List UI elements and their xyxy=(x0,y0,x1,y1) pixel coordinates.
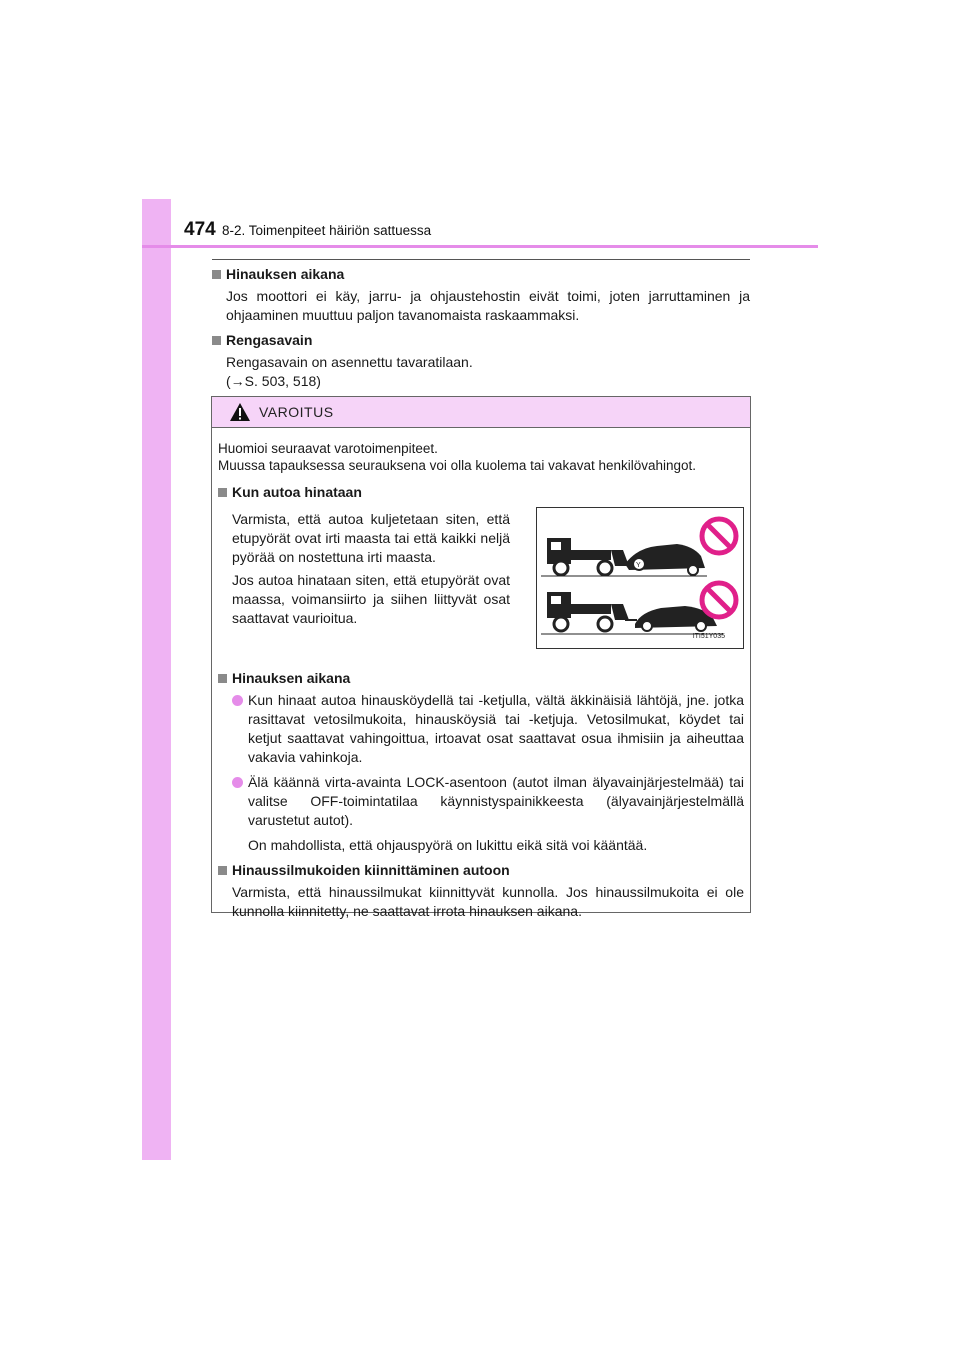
section-text: Jos moottori ei käy, jarru- ja ohjaustehostin eivät toimi, joten jarruttaminen ja ohjaaminen muuttuu paljon tavanomaista raskaammaksi. xyxy=(226,288,750,323)
page-number: 474 xyxy=(184,219,216,240)
warning-triangle-icon xyxy=(229,402,251,422)
warning-intro: Huomioi seuraavat varotoimenpiteet. xyxy=(218,441,438,456)
section-title: 8-2. Toimenpiteet häiriön sattuessa xyxy=(222,223,432,238)
illustration-code: ITI51Y035 xyxy=(692,633,725,640)
warning-intro: Muussa tapauksessa seurauksena voi olla kuolema tai vakavat henkilövahingot. xyxy=(218,458,697,473)
side-tab xyxy=(142,199,171,1160)
towing-illustration xyxy=(536,507,744,649)
warning-header xyxy=(212,397,750,428)
square-bullet-icon xyxy=(212,270,221,279)
section-heading: Hinaussilmukoiden kiinnittäminen autoon xyxy=(218,861,744,880)
section-text: Varmista, että hinaussilmukat kiinnittyvät kunnolla. Jos hinaussilmukoita ei ole kunnolla kiinnitetty, ne saattavat irrota hinauksen aikana. xyxy=(232,884,744,919)
square-bullet-icon xyxy=(218,866,227,875)
towing-paragraph: Jos autoa hinataan siten, että etupyörät ovat maassa, voimansiirto ja siihen liittyvät osat saattavat vaurioitua. xyxy=(232,572,510,626)
square-bullet-icon xyxy=(212,336,221,345)
divider xyxy=(212,259,750,260)
towing-paragraph: Varmista, että autoa kuljetetaan siten, että etupyörät ovat irti maasta tai että kaikki neljä pyörää on nostettuna irti maasta. xyxy=(232,511,510,565)
cross-reference: (→S. 503, 518) xyxy=(226,373,321,389)
round-bullet-icon xyxy=(232,695,243,706)
round-bullet-icon xyxy=(232,777,243,788)
section-text: Rengasavain on asennettu tavaratilaan. xyxy=(226,354,473,370)
section-heading: Hinauksen aikana xyxy=(218,669,744,688)
page-header xyxy=(142,199,818,248)
square-bullet-icon xyxy=(218,488,227,497)
towing-text xyxy=(232,510,510,649)
warning-box xyxy=(211,396,751,919)
square-bullet-icon xyxy=(218,674,227,683)
list-item: Kun hinaat autoa hinausköydellä tai -ketjulla, vältä äkkinäisiä lähtöjä, jne. jotka rasittavat vetosilmukoita, hinausköysiä tai -ketjuja. Vetosilmukat, köydet tai ketjut saattavat vahingoittua, irtoavat osat saattavat osua ihmisiin ja aiheuttaa vakavia vahinkoja. xyxy=(232,691,744,767)
section-heading: Kun autoa hinataan xyxy=(218,483,744,502)
main-content xyxy=(212,265,750,391)
warning-body xyxy=(212,428,750,921)
bullet-note: On mahdollista, että ohjauspyörä on lukittu eikä sitä voi kääntää. xyxy=(248,837,648,853)
warning-title: VAROITUS xyxy=(259,404,334,420)
svg-text:Y: Y xyxy=(636,562,641,569)
section-heading: Rengasavain xyxy=(212,331,750,350)
list-item: Älä käännä virta-avainta LOCK-asentoon (autot ilman älyavainjärjestelmää) tai valitse OFF-toimintatilaa käynnistyspainikkeesta (älyavainjärjestelmällä varustetut autot). xyxy=(232,773,744,830)
section-heading: Hinauksen aikana xyxy=(212,265,750,284)
towing-row xyxy=(232,504,744,649)
